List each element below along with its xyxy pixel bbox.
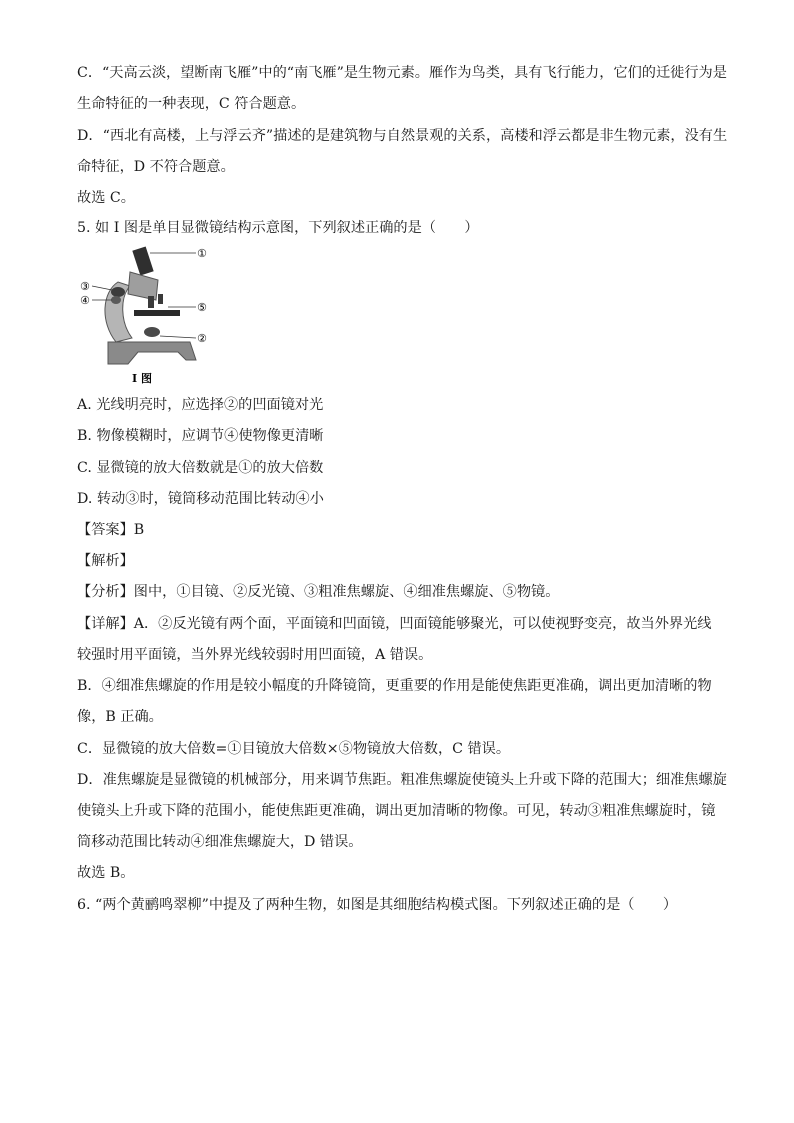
line-2: 生命特征的一种表现，C 符合题意。 — [77, 96, 306, 112]
detail-b-1: B．④细准焦螺旋的作用是较小幅度的升降镜筒，更重要的作用是能使焦距更准确，调出更加清晰的物 — [77, 678, 712, 694]
option-a: A. 光线明亮时，应选择②的凹面镜对光 — [77, 397, 324, 413]
line-4: 命特征，D 不符合题意。 — [77, 159, 235, 175]
objective-lens — [148, 296, 154, 308]
detail-b-2: 像，B 正确。 — [77, 709, 163, 725]
analysis-summary: 【分析】图中，①目镜、②反光镜、③粗准焦螺旋、④细准焦螺旋、⑤物镜。 — [77, 584, 560, 600]
coarse-knob — [111, 287, 125, 297]
line-5: 故选 C。 — [77, 190, 135, 206]
question-5-stem: 5. 如 I 图是单目显微镜结构示意图，下列叙述正确的是（ ） — [77, 220, 479, 236]
option-d: D. 转动③时，镜筒移动范围比转动④小 — [77, 491, 324, 507]
microscope-figure — [78, 242, 218, 388]
detail-d-1: D．准焦螺旋是显微镜的机械部分，用来调节焦距。粗准焦螺旋使镜头上升或下降的范围大；细准焦螺旋 — [77, 772, 727, 788]
label-4: ④ — [80, 294, 90, 307]
detail-a-2: 较强时用平面镜，当外界光线较弱时用凹面镜，A 错误。 — [77, 647, 433, 663]
label-1: ① — [197, 247, 207, 260]
microscope-base — [108, 342, 196, 364]
figure-caption: I 图 — [132, 372, 152, 385]
label-5: ⑤ — [197, 301, 207, 314]
question-6-stem: 6. “两个黄鹂鸣翠柳”中提及了两种生物，如图是其细胞结构模式图。下列叙述正确的是（ ） — [77, 897, 678, 913]
body-tube — [128, 272, 158, 300]
answer: 【答案】B — [77, 522, 145, 538]
label-2: ② — [197, 332, 207, 345]
detail-d-3: 筒移动范围比转动④细准焦螺旋大，D 错误。 — [77, 834, 363, 850]
label-3: ③ — [80, 280, 90, 293]
detail-a-1: 【详解】A．②反光镜有两个面，平面镜和凹面镜，凹面镜能够聚光，可以使视野变亮，故当外界光线 — [77, 616, 712, 632]
eyepiece — [132, 246, 153, 275]
detail-d-2: 使镜头上升或下降的范围小，能使焦距更准确，调出更加清晰的物像。可见，转动③粗准焦螺旋时，镜 — [77, 803, 716, 819]
conclusion: 故选 B。 — [77, 865, 135, 881]
line-1: C．“天高云淡，望断南飞雁”中的“南飞雁”是生物元素。雁作为鸟类，具有飞行能力，它们的迁徙行为是 — [77, 65, 727, 81]
analysis-heading: 【解析】 — [77, 553, 134, 569]
stage — [134, 310, 180, 316]
fine-knob — [111, 296, 121, 304]
line-3: D．“西北有高楼，上与浮云齐”描述的是建筑物与自然景观的关系，高楼和浮云都是非生物元素，没有生 — [77, 128, 728, 144]
option-b: B. 物像模糊时，应调节④使物像更清晰 — [77, 428, 324, 444]
option-c: C. 显微镜的放大倍数就是①的放大倍数 — [77, 460, 324, 476]
detail-c: C．显微镜的放大倍数=①目镜放大倍数×⑤物镜放大倍数，C 错误。 — [77, 741, 511, 757]
mirror — [144, 327, 160, 337]
